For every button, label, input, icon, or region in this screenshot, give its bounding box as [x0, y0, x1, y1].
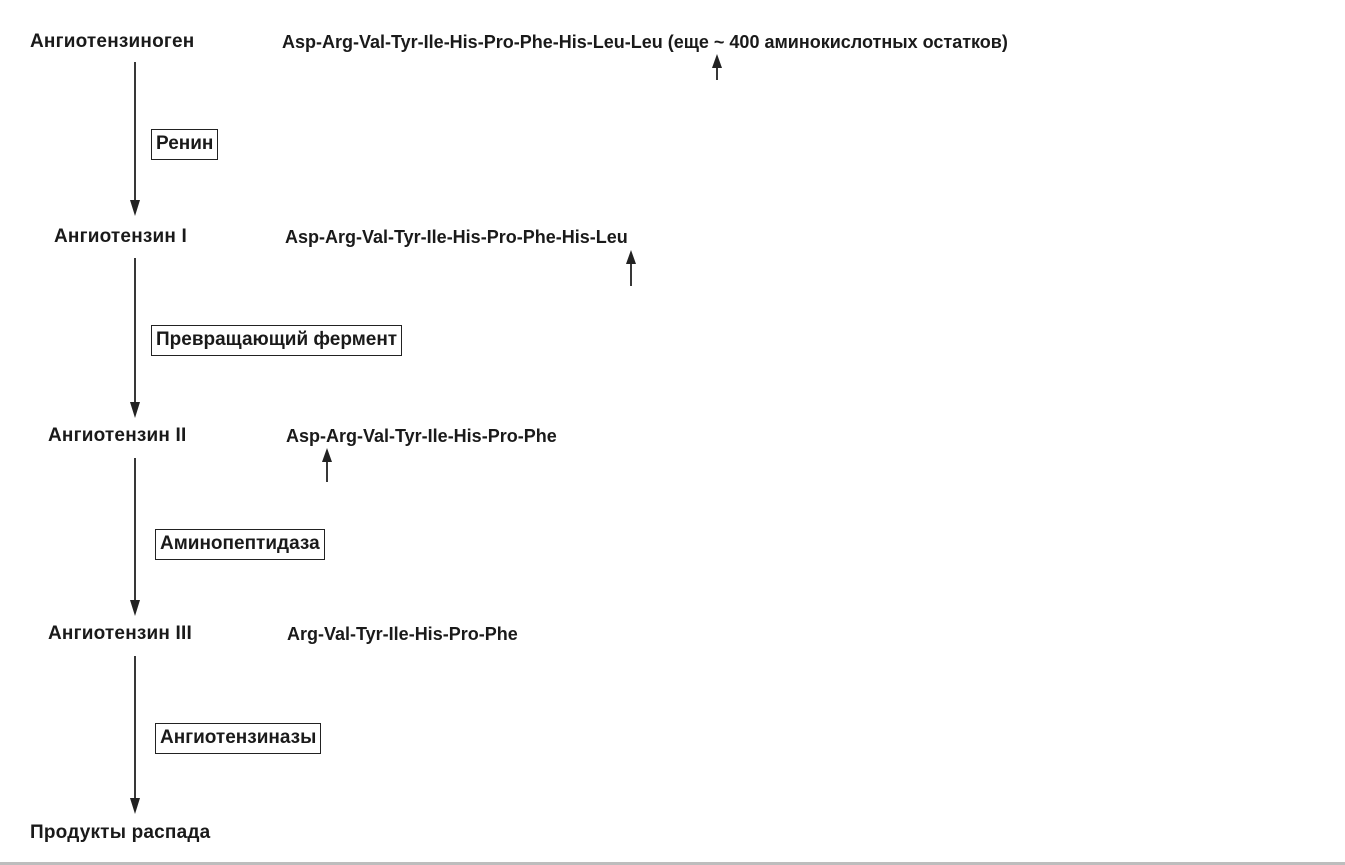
pathway-arrowhead-4	[130, 798, 140, 814]
pathway-arrowhead-1	[130, 200, 140, 216]
compound-angiotensin-2: Ангиотензин II	[48, 425, 187, 446]
compound-angiotensinogen: Ангиотензиноген	[30, 31, 195, 52]
enzyme-converting: Превращающий фермент	[151, 325, 402, 356]
sequence-angiotensin-3: Arg-Val-Tyr-Ile-His-Pro-Phe	[287, 624, 518, 644]
sequence-angiotensin-1: Asp-Arg-Val-Tyr-Ile-His-Pro-Phe-His-Leu	[285, 227, 628, 247]
pathway-arrowhead-2	[130, 402, 140, 418]
sequence-angiotensin-2: Asp-Arg-Val-Tyr-Ile-His-Pro-Phe	[286, 426, 557, 446]
enzyme-angiotensinases: Ангиотензиназы	[155, 723, 321, 754]
enzyme-aminopeptidase: Аминопептидаза	[155, 529, 325, 560]
cleavage-arrowhead-2	[626, 250, 636, 264]
compound-angiotensin-1: Ангиотензин I	[54, 226, 188, 247]
compound-angiotensin-3: Ангиотензин III	[48, 623, 192, 644]
cleavage-arrowhead-3	[322, 448, 332, 462]
compound-degradation-products: Продукты распада	[30, 822, 211, 843]
sequence-angiotensinogen: Asp-Arg-Val-Tyr-Ile-His-Pro-Phe-His-Leu-Leu (еще ~ 400 аминокислотных остатков)	[282, 32, 1008, 52]
pathway-arrowhead-3	[130, 600, 140, 616]
cleavage-arrowhead-1	[712, 54, 722, 68]
enzyme-renin: Ренин	[151, 129, 218, 160]
